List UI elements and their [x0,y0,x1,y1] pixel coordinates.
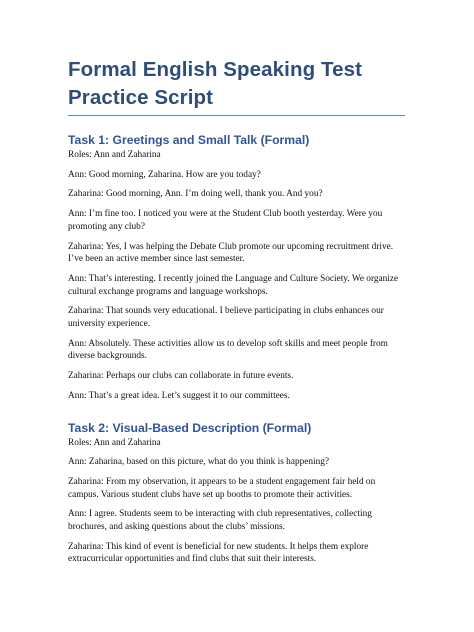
roles-line: Roles: Ann and Zaharina [68,150,161,160]
section-heading-task-2: Task 2: Visual-Based Description (Formal) [68,420,312,435]
dialogue-line: Zaharina: Good morning, Ann. I’m doing well, thank you. And you? [68,189,323,200]
dialogue-line: Ann: That’s a great idea. Let’s suggest it to our committees. [68,390,290,401]
dialogue-line: Zaharina: That sounds very educational. I believe participating in clubs enhances our university experience. [68,306,384,330]
dialogue-line: Ann: Absolutely. These activities allow us to develop soft skills and meet people from diverse backgrounds. [68,338,388,362]
title-underline [68,115,405,116]
dialogue-line: Ann: I agree. Students seem to be interacting with club representatives, collecting brochures, and asking questions about the clubs’ missions. [68,509,372,533]
dialogue-line: Ann: Good morning, Zaharina. How are you today? [68,169,261,180]
document-title: Formal English Speaking Test Practice Script [68,58,363,109]
dialogue-line: Zaharina: From my observation, it appears to be a student engagement fair held on campus. Various student clubs have set up booths to promote their activities. [68,476,376,500]
dialogue-line: Zaharina: This kind of event is beneficial for new students. It helps them explore extracurricular opportunities and find clubs that suit their interests. [68,541,369,565]
dialogue-line: Zaharina: Yes, I was helping the Debate Club promote our upcoming recruitment drive. I’ve been an active member since last semester. [68,241,394,265]
dialogue-line: Ann: That’s interesting. I recently joined the Language and Culture Society. We organize cultural exchange programs and language workshops. [68,273,399,297]
roles-line: Roles: Ann and Zaharina [68,437,161,448]
dialogue-line: Ann: I’m fine too. I noticed you were at the Student Club booth yesterday. Were you promoting any club? [68,209,383,232]
section-heading-task-1: Task 1: Greetings and Small Talk (Formal) [68,133,310,147]
dialogue-line: Ann: Zaharina, based on this picture, what do you think is happening? [68,457,330,468]
document-page [68,0,408,566]
dialogue-line: Zaharina: Perhaps our clubs can collaborate in future events. [68,371,294,382]
